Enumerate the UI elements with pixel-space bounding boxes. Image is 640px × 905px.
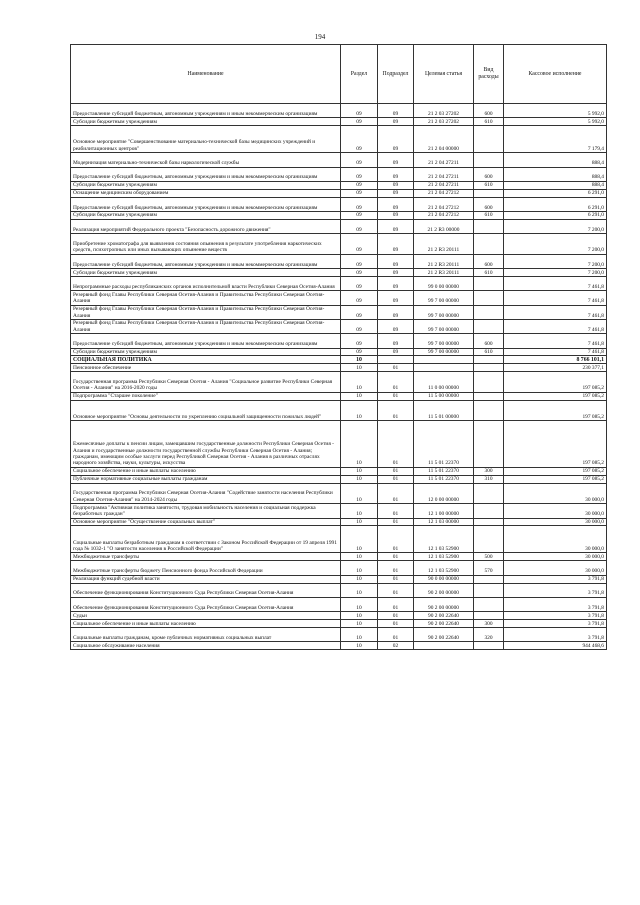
table-row	[71, 475, 607, 483]
row-subsection-cell: 09	[378, 277, 414, 291]
row-subsection-cell: 09	[378, 305, 414, 319]
row-section-cell: 10	[341, 400, 378, 421]
budget-table	[70, 44, 607, 650]
row-subsection-cell: 09	[378, 348, 414, 356]
row-section-cell: 10	[341, 561, 378, 575]
row-name-cell: Основное мероприятие "Основы деятельности по укреплению социальной защищенности пожилых людей"	[71, 400, 341, 421]
row-type-cell	[474, 583, 504, 597]
row-type-cell: 320	[474, 627, 504, 641]
row-type-cell: 300	[474, 467, 504, 475]
row-amount-cell: 230 377,1	[504, 364, 607, 372]
row-amount-cell: 30 000,0	[504, 518, 607, 526]
row-name-cell: Субсидии бюджетным учреждениям	[71, 118, 341, 126]
table-row	[71, 277, 607, 291]
row-type-cell: 600	[474, 104, 504, 118]
row-section-cell: 09	[341, 167, 378, 181]
row-type-cell: 610	[474, 211, 504, 219]
row-type-cell	[474, 291, 504, 305]
row-name-cell: Реализация функций судебной власти	[71, 575, 341, 583]
row-amount-cell: 944 468,6	[504, 642, 607, 650]
page-number: 194	[314, 33, 326, 41]
row-amount-cell: 3 791,8	[504, 612, 607, 620]
row-subsection-cell: 01	[378, 504, 414, 518]
column-header-section: Раздел	[341, 45, 378, 104]
row-article-cell: 99 7 00 00000	[414, 305, 474, 319]
row-article-cell: 21 2 04 27211	[414, 181, 474, 189]
row-article-cell	[414, 356, 474, 364]
table-row	[71, 421, 607, 467]
row-type-cell	[474, 189, 504, 197]
table-row	[71, 153, 607, 167]
row-section-cell: 10	[341, 612, 378, 620]
row-type-cell	[474, 364, 504, 372]
row-name-cell: Межбюджетные трансферты бюджету Пенсионного фонда Российской Федерации	[71, 561, 341, 575]
row-type-cell	[474, 642, 504, 650]
row-article-cell: 12 1 03 52900	[414, 526, 474, 553]
row-section-cell: 10	[341, 475, 378, 483]
row-article-cell: 90 2 00 22640	[414, 627, 474, 641]
row-name-cell: Резервный фонд Главы Республики Северная Осетия-Алания и Правительства Республики Северная Осетия-Алания	[71, 305, 341, 319]
row-amount-cell: 5 992,0	[504, 118, 607, 126]
table-body	[71, 104, 607, 650]
row-amount-cell: 197 085,2	[504, 421, 607, 467]
row-article-cell: 99 7 00 00000	[414, 291, 474, 305]
row-name-cell: Предоставление субсидий бюджетным, автономным учреждениям и иным некоммерческим организациям	[71, 104, 341, 118]
row-amount-cell: 3 791,8	[504, 575, 607, 583]
table-row	[71, 356, 607, 364]
row-article-cell: 11 5 01 22370	[414, 475, 474, 483]
table-row	[71, 348, 607, 356]
row-subsection-cell: 09	[378, 126, 414, 153]
row-article-cell: 12 1 03 00000	[414, 518, 474, 526]
row-article-cell: 90 0 00 00000	[414, 575, 474, 583]
row-section-cell: 09	[341, 234, 378, 255]
row-section-cell: 09	[341, 269, 378, 277]
row-amount-cell: 197 085,2	[504, 475, 607, 483]
row-type-cell	[474, 526, 504, 553]
row-amount-cell: 30 000,0	[504, 561, 607, 575]
row-subsection-cell: 09	[378, 167, 414, 181]
row-article-cell: 21 2 04 27212	[414, 189, 474, 197]
row-name-cell: Реализация мероприятий Федерального проекта "Безопасность дорожного движения"	[71, 219, 341, 233]
row-section-cell: 09	[341, 104, 378, 118]
table-row	[71, 254, 607, 268]
table-row	[71, 467, 607, 475]
row-subsection-cell: 09	[378, 211, 414, 219]
table-row	[71, 575, 607, 583]
row-amount-cell: 6 291,0	[504, 211, 607, 219]
row-article-cell: 12 1 00 00000	[414, 504, 474, 518]
row-name-cell: Субсидии бюджетным учреждениям	[71, 269, 341, 277]
row-article-cell: 90 2 00 00000	[414, 583, 474, 597]
row-amount-cell: 888,4	[504, 167, 607, 181]
table-row	[71, 167, 607, 181]
row-section-cell: 09	[341, 291, 378, 305]
row-name-cell: Обеспечение функционирования Конституционного Суда Республики Северная Осетия-Алания	[71, 583, 341, 597]
table-row	[71, 627, 607, 641]
row-amount-cell: 7 179,4	[504, 126, 607, 153]
row-section-cell: 09	[341, 219, 378, 233]
row-name-cell: Резервный фонд Главы Республики Северная Осетия-Алания и Правительства Республики Северная Осетия-Алания	[71, 319, 341, 333]
row-amount-cell: 30 000,0	[504, 526, 607, 553]
row-amount-cell: 888,4	[504, 181, 607, 189]
row-name-cell: Непрограммные расходы республиканских органов исполнительной власти Республики Северная Осетия-Алания	[71, 277, 341, 291]
row-subsection-cell: 09	[378, 254, 414, 268]
table-row	[71, 181, 607, 189]
row-section-cell: 10	[341, 504, 378, 518]
row-name-cell: Предоставление субсидий бюджетным, автономным учреждениям и иным некоммерческим организациям	[71, 197, 341, 211]
row-subsection-cell: 01	[378, 526, 414, 553]
row-type-cell: 610	[474, 348, 504, 356]
row-amount-cell: 8 766 101,1	[504, 356, 607, 364]
row-amount-cell: 888,4	[504, 153, 607, 167]
row-amount-cell: 7 200,0	[504, 269, 607, 277]
column-header-name: Наименование	[71, 45, 341, 104]
row-section-cell: 10	[341, 467, 378, 475]
row-section-cell: 09	[341, 189, 378, 197]
row-subsection-cell: 09	[378, 181, 414, 189]
row-article-cell: 21 2 04 27212	[414, 211, 474, 219]
row-section-cell: 09	[341, 305, 378, 319]
row-type-cell	[474, 305, 504, 319]
row-name-cell: Социальные выплаты гражданам, кроме публичных нормативных социальных выплат	[71, 627, 341, 641]
row-name-cell: Приобретение хроматографа для выявления состояния опьянения в результате употребления наркотических средств, психотропных или иных вызывающих опьянение веществ	[71, 234, 341, 255]
row-article-cell: 99 7 00 00000	[414, 319, 474, 333]
row-name-cell: Ежемесячные доплаты к пенсии лицам, замещавшим государственные должности Республики Северная Осетия - Алания и государственные должности государственной службы Республики Северная Осетия - Алания; гражданам, имеющим особые заслуги перед Республикой Северная Осетия - Алания в различных отраслях народного хозяйства, науки, культуры, искусства	[71, 421, 341, 467]
row-name-cell: Предоставление субсидий бюджетным, автономным учреждениям и иным некоммерческим организациям	[71, 334, 341, 348]
row-article-cell	[414, 364, 474, 372]
table-row	[71, 518, 607, 526]
row-type-cell: 600	[474, 197, 504, 211]
row-amount-cell: 6 291,0	[504, 189, 607, 197]
table-row	[71, 197, 607, 211]
table-row	[71, 526, 607, 553]
row-section-cell: 09	[341, 254, 378, 268]
row-subsection-cell: 01	[378, 553, 414, 561]
row-subsection-cell: 09	[378, 118, 414, 126]
row-name-cell: Субсидии бюджетным учреждениям	[71, 348, 341, 356]
row-article-cell: 21 2 R3 20111	[414, 234, 474, 255]
row-article-cell: 21 2 03 27202	[414, 104, 474, 118]
row-section-cell: 10	[341, 421, 378, 467]
row-subsection-cell: 09	[378, 219, 414, 233]
row-subsection-cell: 09	[378, 189, 414, 197]
row-section-cell: 09	[341, 153, 378, 167]
row-amount-cell: 6 291,0	[504, 197, 607, 211]
row-name-cell: Субсидии бюджетным учреждениям	[71, 211, 341, 219]
row-amount-cell: 7 461,8	[504, 305, 607, 319]
row-name-cell: Судьи	[71, 612, 341, 620]
row-section-cell: 10	[341, 583, 378, 597]
row-article-cell: 21 2 R3 20111	[414, 254, 474, 268]
row-section-cell: 09	[341, 319, 378, 333]
row-subsection-cell: 01	[378, 627, 414, 641]
row-name-cell: Межбюджетные трансферты	[71, 553, 341, 561]
row-amount-cell: 7 200,0	[504, 254, 607, 268]
row-type-cell	[474, 612, 504, 620]
row-article-cell: 11 5 00 00000	[414, 392, 474, 400]
row-type-cell: 600	[474, 167, 504, 181]
table-row	[71, 334, 607, 348]
row-section-cell: 10	[341, 483, 378, 504]
row-subsection-cell: 01	[378, 612, 414, 620]
row-article-cell: 21 2 04 27211	[414, 153, 474, 167]
row-type-cell	[474, 126, 504, 153]
row-subsection-cell: 01	[378, 364, 414, 372]
column-header-amount: Кассовое исполнение	[504, 45, 607, 104]
row-subsection-cell: 09	[378, 153, 414, 167]
table-row	[71, 400, 607, 421]
row-type-cell	[474, 372, 504, 393]
row-subsection-cell: 01	[378, 372, 414, 393]
column-header-article: Целевая статья	[414, 45, 474, 104]
row-amount-cell: 7 461,8	[504, 319, 607, 333]
row-name-cell: Публичные нормативные социальные выплаты гражданам	[71, 475, 341, 483]
row-type-cell: 570	[474, 561, 504, 575]
table-row	[71, 104, 607, 118]
row-type-cell: 610	[474, 181, 504, 189]
table-row	[71, 504, 607, 518]
row-amount-cell: 7 461,8	[504, 348, 607, 356]
row-subsection-cell: 01	[378, 483, 414, 504]
row-section-cell: 10	[341, 372, 378, 393]
row-amount-cell: 197 085,2	[504, 467, 607, 475]
table-row	[71, 319, 607, 333]
row-section-cell: 10	[341, 553, 378, 561]
row-amount-cell: 30 000,0	[504, 483, 607, 504]
row-article-cell: 21 2 04 27212	[414, 197, 474, 211]
row-type-cell: 500	[474, 553, 504, 561]
table-row	[71, 620, 607, 628]
table-row	[71, 372, 607, 393]
row-name-cell: Пенсионное обеспечение	[71, 364, 341, 372]
row-section-cell: 10	[341, 575, 378, 583]
row-subsection-cell	[378, 356, 414, 364]
row-type-cell	[474, 421, 504, 467]
row-amount-cell: 7 461,8	[504, 334, 607, 348]
table-row	[71, 118, 607, 126]
row-type-cell	[474, 234, 504, 255]
row-article-cell: 21 2 R3 20111	[414, 269, 474, 277]
row-amount-cell: 30 000,0	[504, 504, 607, 518]
row-type-cell	[474, 504, 504, 518]
row-article-cell: 90 2 00 22640	[414, 612, 474, 620]
row-type-cell: 610	[474, 269, 504, 277]
row-subsection-cell: 01	[378, 561, 414, 575]
row-article-cell: 21 2 R3 00000	[414, 219, 474, 233]
row-type-cell	[474, 518, 504, 526]
row-subsection-cell: 01	[378, 597, 414, 611]
row-subsection-cell: 09	[378, 319, 414, 333]
row-type-cell	[474, 400, 504, 421]
row-name-cell: Государственная программа Республики Северная Осетия - Алания "Социальное развитие Республики Северная Осетия - Алания" на 2016-2020 годы	[71, 372, 341, 393]
row-article-cell: 11 5 01 00000	[414, 400, 474, 421]
row-type-cell	[474, 153, 504, 167]
table-row	[71, 269, 607, 277]
row-subsection-cell: 01	[378, 421, 414, 467]
column-header-type: Вид расходы	[474, 45, 504, 104]
row-section-cell: 09	[341, 334, 378, 348]
row-subsection-cell: 01	[378, 475, 414, 483]
row-section-cell: 10	[341, 364, 378, 372]
table-row	[71, 583, 607, 597]
row-amount-cell: 3 791,8	[504, 620, 607, 628]
row-section-cell: 09	[341, 118, 378, 126]
row-name-cell: Подпрограмма "Старшее поколение"	[71, 392, 341, 400]
table-row	[71, 612, 607, 620]
table-row	[71, 561, 607, 575]
row-article-cell	[414, 642, 474, 650]
table-row	[71, 392, 607, 400]
row-section-cell: 10	[341, 518, 378, 526]
row-subsection-cell: 09	[378, 269, 414, 277]
row-name-cell: Государственная программа Республики Северная Осетия-Алания "Содействие занятости населения Республики Северная Осетия-Алания" на 2014-2024 годы	[71, 483, 341, 504]
row-amount-cell: 7 461,8	[504, 277, 607, 291]
row-name-cell: Социальное обслуживание населения	[71, 642, 341, 650]
row-name-cell: Основное мероприятие "Совершенствование материально-технической базы медицинских учреждений и реабилитационных центров"	[71, 126, 341, 153]
row-article-cell: 12 0 00 00000	[414, 483, 474, 504]
row-type-cell	[474, 356, 504, 364]
table-header	[71, 45, 607, 104]
row-type-cell: 600	[474, 254, 504, 268]
row-article-cell: 99 7 00 00000	[414, 334, 474, 348]
row-amount-cell: 3 791,8	[504, 627, 607, 641]
row-article-cell: 99 7 00 00000	[414, 348, 474, 356]
row-name-cell: Подпрограмма "Активная политика занятости, трудовая мобильность населения и социальная поддержка безработных граждан"	[71, 504, 341, 518]
table-row	[71, 553, 607, 561]
table-row	[71, 126, 607, 153]
row-article-cell: 21 2 04 27211	[414, 167, 474, 181]
row-name-cell: Модернизация материально-технической базы наркологической службы	[71, 153, 341, 167]
row-subsection-cell: 01	[378, 620, 414, 628]
row-article-cell: 11 5 01 22370	[414, 467, 474, 475]
row-type-cell	[474, 392, 504, 400]
row-section-cell: 10	[341, 642, 378, 650]
row-type-cell	[474, 219, 504, 233]
table-row	[71, 364, 607, 372]
table-row	[71, 234, 607, 255]
row-section-cell: 09	[341, 197, 378, 211]
row-type-cell	[474, 319, 504, 333]
row-subsection-cell: 01	[378, 392, 414, 400]
row-subsection-cell: 09	[378, 291, 414, 305]
row-section-cell: 10	[341, 392, 378, 400]
row-type-cell: 610	[474, 118, 504, 126]
row-amount-cell: 30 000,0	[504, 553, 607, 561]
row-subsection-cell: 09	[378, 334, 414, 348]
row-article-cell: 12 1 03 52900	[414, 561, 474, 575]
row-name-cell: Социальные выплаты безработным гражданам в соответствии с Законом Российской Федерации от 19 апреля 1991 года № 1032-1 "О занятости населения в Российской Федерации"	[71, 526, 341, 553]
row-section-cell: 10	[341, 526, 378, 553]
row-section-cell: 10	[341, 356, 378, 364]
row-amount-cell: 3 791,8	[504, 583, 607, 597]
row-name-cell: Предоставление субсидий бюджетным, автономным учреждениям и иным некоммерческим организациям	[71, 167, 341, 181]
row-name-cell: СОЦИАЛЬНАЯ ПОЛИТИКА	[71, 356, 341, 364]
row-name-cell: Оснащение медицинским оборудованием	[71, 189, 341, 197]
table-row	[71, 189, 607, 197]
row-name-cell: Социальное обеспечение и иные выплаты населению	[71, 467, 341, 475]
table-row	[71, 642, 607, 650]
row-subsection-cell: 09	[378, 197, 414, 211]
row-section-cell: 10	[341, 620, 378, 628]
row-article-cell: 90 2 00 00000	[414, 597, 474, 611]
row-section-cell: 09	[341, 126, 378, 153]
row-amount-cell: 3 791,8	[504, 597, 607, 611]
row-name-cell: Субсидии бюджетным учреждениям	[71, 181, 341, 189]
table-row	[71, 219, 607, 233]
row-subsection-cell: 02	[378, 642, 414, 650]
row-name-cell: Основное мероприятие "Осуществление социальных выплат"	[71, 518, 341, 526]
row-article-cell: 99 0 00 00000	[414, 277, 474, 291]
row-subsection-cell: 01	[378, 400, 414, 421]
row-type-cell	[474, 277, 504, 291]
row-amount-cell: 5 992,0	[504, 104, 607, 118]
row-article-cell: 90 2 00 22640	[414, 620, 474, 628]
row-section-cell: 10	[341, 597, 378, 611]
row-subsection-cell: 09	[378, 104, 414, 118]
row-name-cell: Социальное обеспечение и иные выплаты населению	[71, 620, 341, 628]
row-article-cell: 21 2 04 00000	[414, 126, 474, 153]
row-amount-cell: 7 200,0	[504, 219, 607, 233]
table-row	[71, 291, 607, 305]
table-row	[71, 305, 607, 319]
table-row	[71, 483, 607, 504]
row-subsection-cell: 01	[378, 575, 414, 583]
row-section-cell: 09	[341, 181, 378, 189]
row-name-cell: Резервный фонд Главы Республики Северная Осетия-Алания и Правительства Республики Северная Осетия-Алания	[71, 291, 341, 305]
row-amount-cell: 7 461,8	[504, 291, 607, 305]
row-type-cell: 310	[474, 475, 504, 483]
row-name-cell: Предоставление субсидий бюджетным, автономным учреждениям и иным некоммерческим организациям	[71, 254, 341, 268]
row-type-cell	[474, 575, 504, 583]
table-row	[71, 211, 607, 219]
table-row	[71, 597, 607, 611]
row-amount-cell: 7 200,0	[504, 234, 607, 255]
row-section-cell: 10	[341, 627, 378, 641]
row-section-cell: 09	[341, 348, 378, 356]
row-article-cell: 11 5 01 22370	[414, 421, 474, 467]
row-article-cell: 12 1 03 52900	[414, 553, 474, 561]
row-type-cell: 300	[474, 620, 504, 628]
row-type-cell	[474, 483, 504, 504]
row-name-cell: Обеспечение функционирования Конституционного Суда Республики Северная Осетия-Алания	[71, 597, 341, 611]
row-section-cell: 09	[341, 277, 378, 291]
row-article-cell: 11 0 00 00000	[414, 372, 474, 393]
row-article-cell: 21 2 03 27202	[414, 118, 474, 126]
row-subsection-cell: 09	[378, 234, 414, 255]
row-subsection-cell: 01	[378, 583, 414, 597]
row-type-cell	[474, 597, 504, 611]
row-subsection-cell: 01	[378, 467, 414, 475]
row-amount-cell: 197 085,2	[504, 392, 607, 400]
row-amount-cell: 197 085,2	[504, 372, 607, 393]
row-section-cell: 09	[341, 211, 378, 219]
column-header-subsection: Подраздел	[378, 45, 414, 104]
row-subsection-cell: 01	[378, 518, 414, 526]
row-amount-cell: 197 085,2	[504, 400, 607, 421]
row-type-cell: 600	[474, 334, 504, 348]
